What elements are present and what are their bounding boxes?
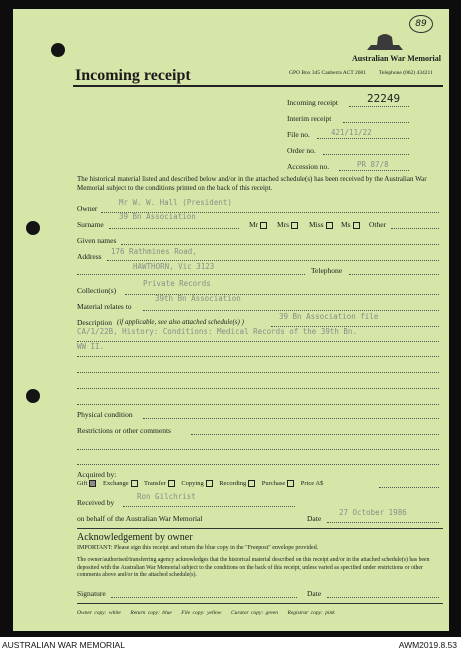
signature-label: Signature	[77, 589, 106, 598]
dotted-line	[77, 274, 305, 275]
owner-label: Owner	[77, 204, 98, 213]
dotted-line	[317, 138, 409, 139]
postal-address: GPO Box 345 Canberra ACT 2601	[289, 70, 367, 76]
dotted-line	[77, 449, 439, 450]
order-no-label: Order no.	[287, 146, 316, 155]
received-by-label: Received by	[77, 498, 115, 507]
option-exchange-checkbox	[131, 480, 138, 487]
copy-distribution	[77, 610, 335, 616]
title-miss-label: Miss	[309, 220, 324, 229]
telephone-label: Telephone	[311, 266, 343, 275]
dotted-line	[77, 388, 439, 389]
option-gift-label: Gift	[77, 480, 88, 487]
dotted-line	[77, 464, 439, 465]
title-mr	[249, 220, 267, 229]
option-recording	[219, 480, 255, 487]
section-rule	[77, 603, 443, 604]
title-mrs	[277, 220, 298, 229]
copy-registrar: Registrar copy: pink	[287, 610, 335, 616]
material-value: 39th Bn Association	[155, 294, 241, 303]
title-miss	[309, 220, 333, 229]
acknowledgement-heading: Acknowledgement by owner	[77, 532, 193, 543]
title-rule	[73, 85, 443, 87]
file-no-value: 421/11/22	[331, 128, 372, 137]
dotted-line	[77, 341, 439, 342]
behalf-label: on behalf of the Australian War Memorial	[77, 514, 203, 523]
acquired-options	[77, 480, 323, 487]
footer-accession-id: AWM2019.8.53	[398, 640, 457, 650]
received-date-value: 27 October 1986	[339, 508, 407, 517]
description-value-line3: WW II.	[77, 342, 105, 351]
option-transfer-label: Transfer	[144, 480, 166, 487]
option-purchase-label: Purchase	[261, 480, 286, 487]
option-gift	[77, 480, 96, 487]
dotted-line	[143, 418, 439, 419]
dotted-line	[109, 228, 239, 229]
intro-text: The historical material listed and described below and/or in the attached schedule(s) has been received by the Australian War Memorial subject to the conditions printed on the back of this receipt.	[77, 175, 427, 192]
received-date-label: Date	[307, 514, 322, 523]
address-label: Address	[77, 252, 102, 261]
option-recording-checkbox	[248, 480, 255, 487]
dotted-line	[323, 154, 409, 155]
dotted-line	[77, 356, 439, 357]
interim-receipt-label: Interim receipt	[287, 114, 332, 123]
dotted-line	[349, 106, 409, 107]
section-rule	[77, 528, 443, 529]
option-gift-checkbox	[89, 480, 96, 487]
dotted-line	[107, 260, 439, 261]
collection-label: Collection(s)	[77, 286, 117, 295]
title-mrs-label: Mrs	[277, 220, 290, 229]
incoming-receipt-number: 22249	[367, 92, 401, 105]
description-value-line1: 39 Bn Association file	[279, 312, 379, 321]
punch-hole	[26, 221, 40, 235]
physical-condition-label: Physical condition	[77, 410, 133, 419]
restrictions-label: Restrictions or other comments	[77, 426, 171, 435]
title-mr-label: Mr	[249, 220, 259, 229]
accession-no-value: PR 87/8	[357, 160, 389, 169]
owner-value: Mr W. W. Hall (President)	[119, 198, 232, 207]
option-exchange-label: Exchange	[102, 480, 129, 487]
address-line1: 176 Rathmines Road,	[111, 247, 197, 256]
title-ms-checkbox	[353, 222, 360, 229]
option-purchase	[262, 480, 294, 487]
price-label: Price A$	[300, 480, 324, 487]
awm-logo	[365, 31, 405, 51]
copy-owner: Owner copy: white	[77, 610, 121, 616]
title-miss-checkbox	[326, 222, 333, 229]
dotted-line	[143, 310, 439, 311]
dotted-line	[379, 487, 439, 488]
description-hint: (if applicable, see also attached schedule(s) )	[117, 318, 244, 326]
copy-return: Return copy: blue	[130, 610, 172, 616]
dotted-line	[191, 434, 439, 435]
option-exchange	[103, 480, 138, 487]
option-copying-label: Copying	[181, 480, 204, 487]
acknowledgement-body: The owner/authorised/transferring agency acknowledges that the historical material described on this receipt and/or in the attached schedule(s) has been deposited with the Australian War Memorial subject to the conditions on the back of this receipt, unless varied as specified under restrictions or other comments above and/or in the attached schedule(s).	[77, 557, 430, 578]
org-name: Australian War Memorial	[351, 54, 441, 63]
title-ms-label: Ms	[341, 220, 351, 229]
address-line2: HAWTHORN, Vic 3123	[133, 262, 215, 271]
handwritten-corner-number: 89	[409, 15, 433, 33]
description-label: Description	[77, 318, 112, 327]
dotted-line	[111, 597, 297, 598]
dotted-line	[339, 170, 409, 171]
acquired-by-label: Acquired by:	[77, 470, 117, 479]
dotted-line	[77, 404, 439, 405]
dotted-line	[391, 228, 439, 229]
given-names-label: Given names	[77, 236, 117, 245]
dotted-line	[349, 274, 439, 275]
receipt-form	[13, 9, 449, 631]
copy-file: File copy: yellow	[181, 610, 222, 616]
option-transfer	[144, 480, 175, 487]
accession-no-label: Accession no.	[287, 162, 330, 171]
dotted-line	[327, 597, 439, 598]
title-mr-checkbox	[260, 222, 267, 229]
dotted-line	[77, 372, 439, 373]
surname-value: 39 Bn Association	[119, 212, 196, 221]
dotted-line	[121, 244, 439, 245]
title-mrs-checkbox	[291, 222, 298, 229]
received-by-value: Ron Gilchrist	[137, 492, 196, 501]
option-transfer-checkbox	[168, 480, 175, 487]
surname-label: Surname	[77, 220, 104, 229]
telephone-number: Telephone (062) 434211	[379, 70, 433, 76]
collection-value: Private Records	[143, 279, 211, 288]
dotted-line	[343, 122, 409, 123]
option-recording-label: Recording	[219, 480, 247, 487]
option-copying	[181, 480, 212, 487]
material-label: Material relates to	[77, 302, 132, 311]
punch-hole	[26, 389, 40, 403]
incoming-receipt-label: Incoming receipt	[287, 98, 339, 107]
form-title: Incoming receipt	[75, 67, 191, 84]
title-ms	[341, 220, 360, 229]
dotted-line	[123, 506, 295, 507]
dotted-line	[327, 522, 439, 523]
acknowledgement-important: IMPORTANT: Please sign this receipt and return the blue copy in the "Freepost" envelope provided.	[77, 545, 319, 551]
ack-date-label: Date	[307, 589, 322, 598]
footer-collection-name: AUSTRALIAN WAR MEMORIAL	[2, 640, 125, 650]
other-label: Other	[369, 220, 387, 229]
option-purchase-checkbox	[287, 480, 294, 487]
file-no-label: File no.	[287, 130, 310, 139]
option-copying-checkbox	[206, 480, 213, 487]
copy-curator: Curator copy: green	[230, 610, 278, 616]
description-value-line2: CA/1/22B, History: Conditions: Medical Records of the 39th Bn.	[77, 327, 357, 336]
punch-hole	[51, 43, 65, 57]
